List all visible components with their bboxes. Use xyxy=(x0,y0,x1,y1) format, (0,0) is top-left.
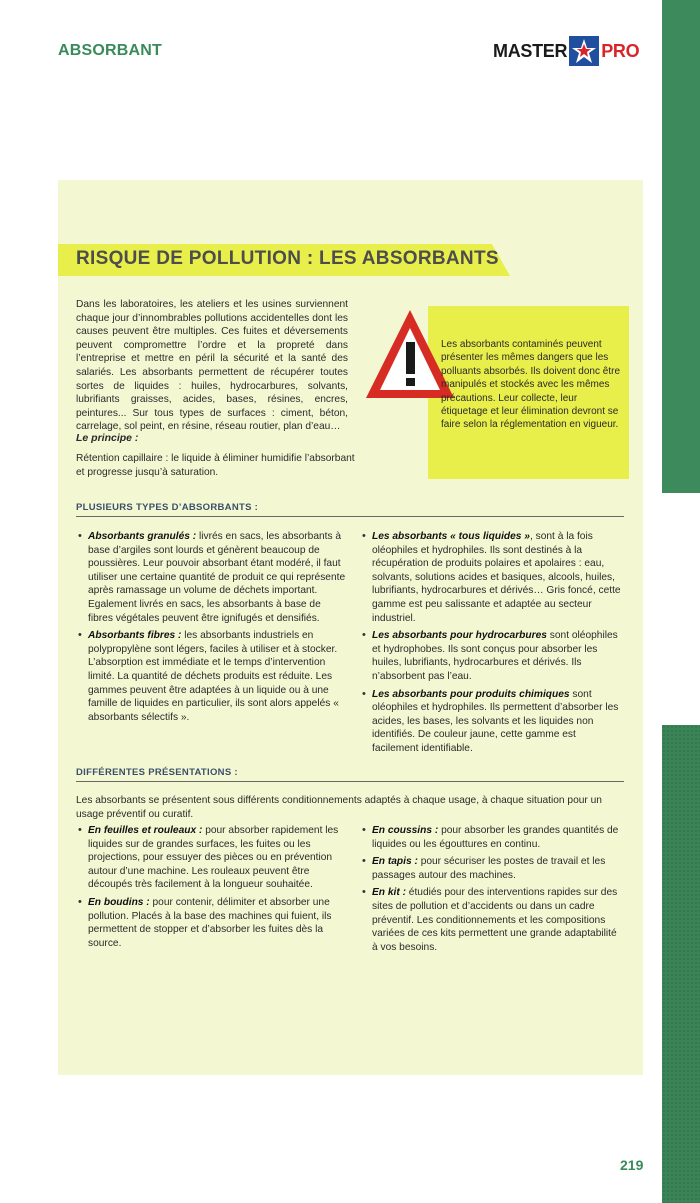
list-item: • En feuilles et rouleaux : pour absorber rapidement les liquides sur de grandes surfaces, les fuites ou les projections, pour essuyer des pièces ou en prévention autour d’une machine. Les rouleaux peuvent être découpés très facilement à la longueur souhaitée. xyxy=(78,824,340,892)
types-rule xyxy=(76,516,624,517)
list-item: • En tapis : pour sécuriser les postes de travail et les passages autour des machines. xyxy=(362,855,624,882)
warning-text: Les absorbants contaminés peuvent présenter les mêmes dangers que les polluants absorbés. Ils doivent donc être manipulés et stockés avec les mêmes précautions. Leur collecte, leur étiquetage et leur élimination devront se faire selon la réglementation en vigueur. xyxy=(441,339,620,431)
intro-paragraph: Dans les laboratoires, les ateliers et les usines surviennent chaque jour d’innombrables pollutions accidentelles dont les causes peuvent être multiples. Ces fuites et déversements peuvent compromettre l’ordre et la propreté dans l’entreprise et mettre en péril la sécurité et la santé des salariés. Les absorbants permettent de récupérer toutes sortes de liquides : huiles, hydrocarbures, solvants, lubrifiants graisses, acides, bases, résines, encres, peintures... Sur tous types de surfaces : ciment, béton, carrelage, sol peint, en résine, réseau routier, plan d’eau… xyxy=(76,299,348,433)
presentations-left-column xyxy=(78,824,340,954)
list-item: • Les absorbants « tous liquides », sont à la fois oléophiles et hydrophiles. Ils sont destinés à la récupération de produits polaires et apolaires : eau, solvants, solutions acides et basiques, alcools, huiles, lubrifiants, hydrocarbures et dérivés… Gris foncé, cette gamme est peu salissante et adaptée au secteur industriel. xyxy=(362,530,624,625)
section-label: ABSORBANT xyxy=(58,42,163,59)
presentations-intro: Les absorbants se présentent sous différents conditionnements adaptés à chaque usage, à chaque situation pour un usage préventif ou curatif. xyxy=(76,795,602,820)
list-item: • Les absorbants pour hydrocarbures sont oléophiles et hydrophobes. Ils sont conçus pour absorber les huiles, lubrifiants, hydrocarbures et dérivés. Ils n’absorbent pas l’eau. xyxy=(362,629,624,683)
brand-right-text: PRO xyxy=(601,40,640,61)
types-heading: PLUSIEURS TYPES D’ABSORBANTS : xyxy=(76,502,259,513)
presentations-rule xyxy=(76,781,624,782)
list-item: • Absorbants fibres : les absorbants industriels en polypropylène sont légers, faciles à utiliser et à stocker. L’absorption est immédiate et le temps d’intervention limité. La quantité de déchets produits est réduite. Les gammes peuvent être adaptées à un liquide ou à une famille de liquides en particulier, ils sont alors appelés « absorbants sélectifs ». xyxy=(78,629,348,724)
list-item: • Absorbants granulés : livrés en sacs, les absorbants à base d’argiles sont lourds et génèrent beaucoup de poussières. Leur pouvoir absorbant étant modéré, il faut utiliser une certaine quantité de produit ce qui représente après ramassage un volume de déchets important. Egalement livrés en sacs, les absorbants à base de fibres végétales peuvent être ignifugés et densifiés. xyxy=(78,530,348,625)
types-left-column xyxy=(78,530,348,728)
list-item: • En kit : étudiés pour des interventions rapides sur des sites de pollution et d’accidents ou dans un cadre préventif. Les conditionnements et les compositions variées de ces kits permettent une grande adaptabilité à vos besoins. xyxy=(362,886,624,954)
principle-title: Le principe : xyxy=(76,432,139,444)
brand-left-text: MASTER xyxy=(493,40,568,61)
brand-star-icon xyxy=(569,36,599,66)
page-number: 219 xyxy=(620,1157,644,1173)
presentations-right-column xyxy=(362,824,624,958)
side-color-stripe-bottom xyxy=(662,725,700,1203)
list-item: • En coussins : pour absorber les grandes quantités de liquides ou les égouttures en continu. xyxy=(362,824,624,851)
principle-text: Rétention capillaire : le liquide à éliminer humidifie l’absorbant et progresse jusqu’à saturation. xyxy=(76,453,355,478)
side-color-stripe-top xyxy=(662,0,700,493)
page-title: RISQUE DE POLLUTION : LES ABSORBANTS xyxy=(76,248,499,269)
presentations-heading: DIFFÉRENTES PRÉSENTATIONS : xyxy=(76,767,238,778)
brand-logo xyxy=(493,35,639,67)
list-item: • En boudins : pour contenir, délimiter et absorber une pollution. Placés à la base des machines qui fuient, ils permettent de stopper et d’absorber les fuites dès la source. xyxy=(78,896,340,950)
types-right-column xyxy=(362,530,624,760)
list-item: • Les absorbants pour produits chimiques sont oléophiles et hydrophiles. Ils permettent d’absorber les acides, les bases, les solvants et les liquides non identifiés. De couleur jaune, cette gamme est facilement identifiable. xyxy=(362,688,624,756)
